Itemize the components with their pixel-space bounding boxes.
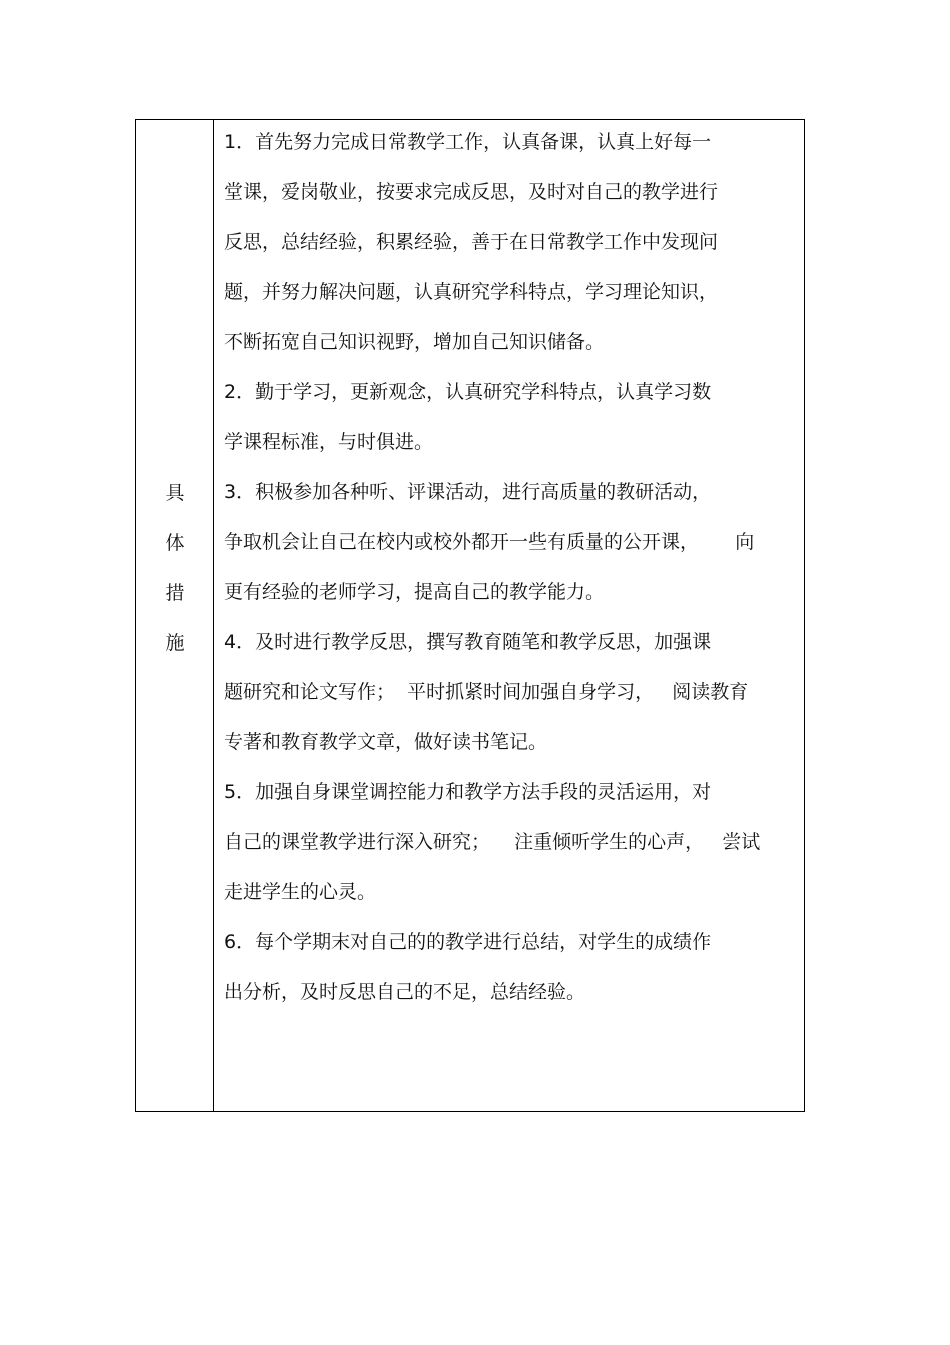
- content-line: 更有经验的老师学习，提高自己的教学能力。: [224, 581, 605, 603]
- content-line: 出分析，及时反思自己的不足，总结经验。: [224, 981, 586, 1003]
- content-line: 不断拓宽自己知识视野，增加自己知识储备。: [224, 331, 605, 353]
- content-line: 2．勤于学习，更新观念，认真研究学科特点，认真学习数: [224, 381, 712, 403]
- content-line: 5．加强自身课堂调控能力和教学方法手段的灵活运用，对: [224, 781, 712, 803]
- measures-table: [135, 119, 805, 1112]
- content-line: 专著和教育教学文章，做好读书笔记。: [224, 731, 548, 753]
- content-line: 3．积极参加各种听、评课活动，进行高质量的教研活动，: [224, 481, 712, 503]
- content-line: 走进学生的心灵。: [224, 881, 377, 903]
- content-line: 题，并努力解决问题，认真研究学科特点，学习理论知识，: [224, 281, 719, 303]
- label-char-3: 措: [165, 582, 185, 604]
- content-line: 题研究和论文写作； 平时抓紧时间加强自身学习， 阅读教育: [224, 681, 749, 703]
- content-line: 6．每个学期末对自己的的教学进行总结，对学生的成绩作: [224, 931, 712, 953]
- label-column: [136, 120, 214, 1111]
- label-char-2: 体: [165, 532, 185, 554]
- content-line: 反思，总结经验，积累经验，善于在日常教学工作中发现问: [224, 231, 719, 253]
- label-char-4: 施: [165, 632, 185, 654]
- content-line: 堂课，爱岗敬业，按要求完成反思，及时对自己的教学进行: [224, 181, 719, 203]
- label-char-1: 具: [165, 482, 185, 504]
- content-line: 学课程标准，与时俱进。: [224, 431, 434, 453]
- content-line: 1．首先努力完成日常教学工作，认真备课，认真上好每一: [224, 131, 712, 153]
- content-line: 自己的课堂教学进行深入研究； 注重倾听学生的心声， 尝试: [224, 831, 761, 853]
- content-line: 争取机会让自己在校内或校外都开一些有质量的公开课， 向: [224, 531, 755, 553]
- content-line: 4．及时进行教学反思，撰写教育随笔和教学反思，加强课: [224, 631, 712, 653]
